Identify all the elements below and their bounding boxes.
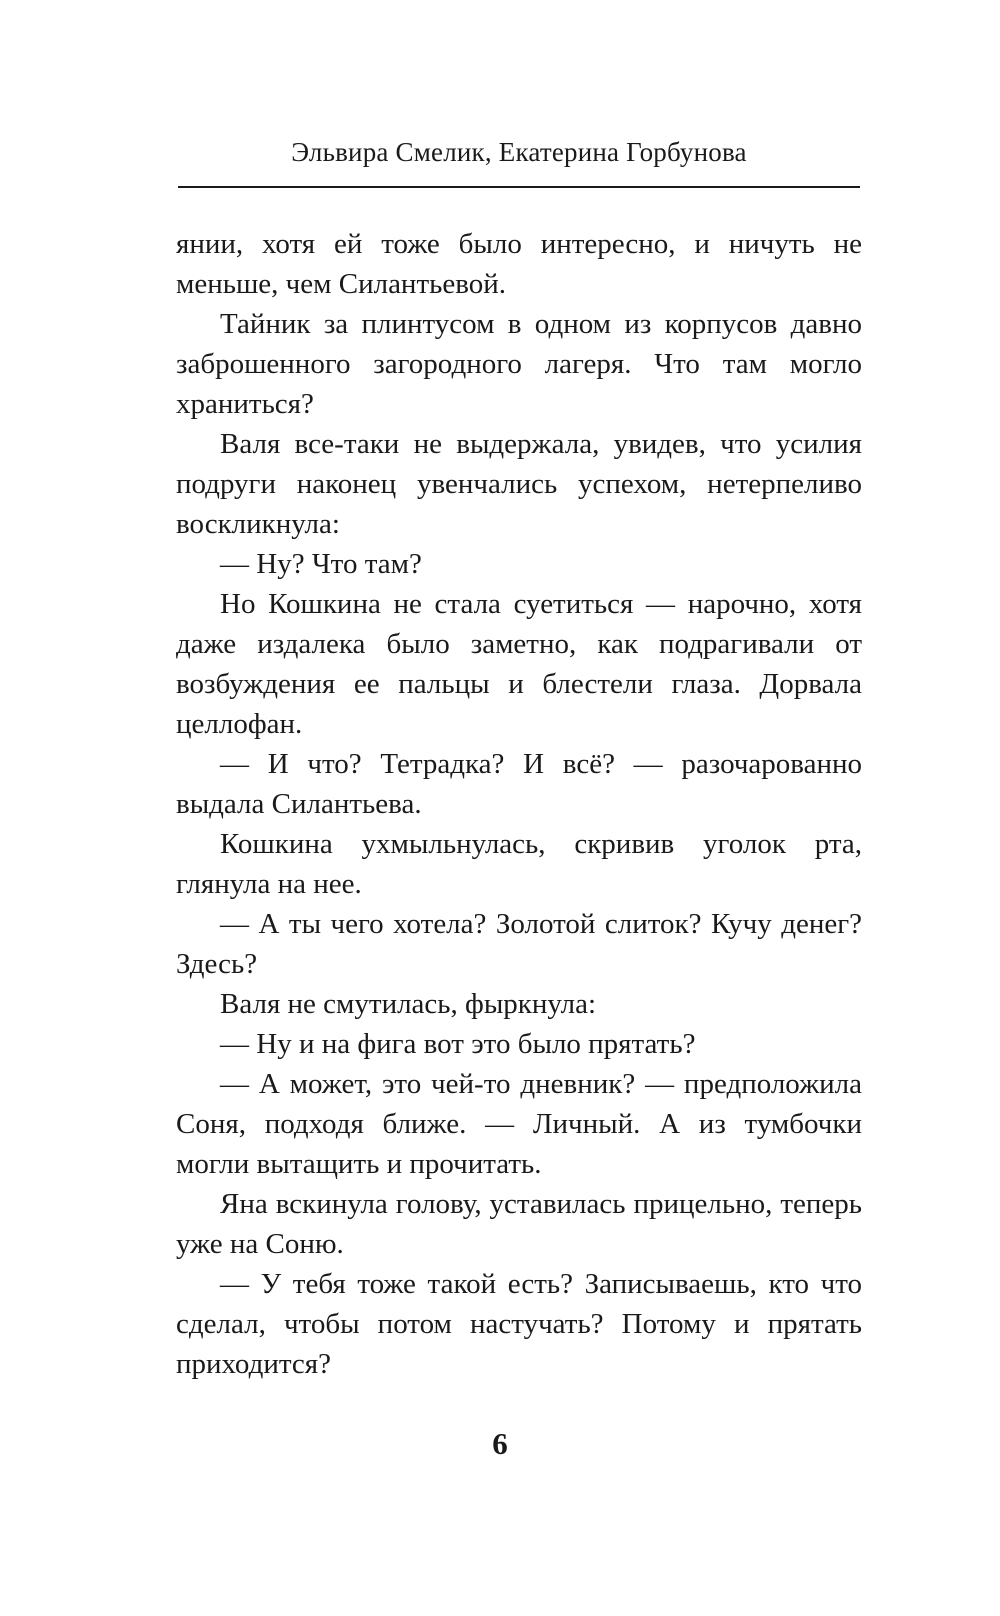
paragraph: Но Кошкина не стала суетиться — нарочно, хотя даже издалека было заметно, как подрагивали от возбуждения ее пальцы и блестели глаза. Дорвала целлофан. [176, 588, 862, 740]
body-text [176, 224, 862, 1384]
paragraph: Кошкина ухмыльнулась, скривив уголок рта, глянула на нее. [176, 828, 862, 900]
paragraph: — У тебя тоже такой есть? Записываешь, кто что сделал, чтобы потом настучать? Потому и прятать приходится? [176, 1268, 862, 1380]
paragraph: Валя не смутилась, фыркнула: [220, 988, 597, 1020]
paragraph: — А может, это чей-то дневник? — предположила Соня, подходя ближе. — Личный. А из тумбочки могли вытащить и прочитать. [176, 1068, 862, 1180]
paragraph: Тайник за плинтусом в одном из корпусов давно заброшенного загородного лагеря. Что там могло храниться? [176, 308, 862, 420]
header-rule [178, 186, 860, 188]
paragraph: Яна вскинула голову, уставилась прицельно, теперь уже на Соню. [176, 1188, 862, 1260]
paragraph: — Ну и на фига вот это было прятать? [220, 1028, 696, 1060]
running-head-authors: Эльвира Смелик, Екатерина Горбунова [291, 137, 747, 167]
paragraph: — И что? Тетрадка? И всё? — разочарованно выдала Силантьева. [176, 748, 862, 820]
page-number: 6 [492, 1426, 508, 1461]
paragraph: янии, хотя ей тоже было интересно, и ничуть не меньше, чем Силантьевой. [176, 228, 862, 300]
paragraph: — Ну? Что там? [220, 548, 422, 580]
paragraph: — А ты чего хотела? Золотой слиток? Кучу денег? Здесь? [176, 908, 862, 980]
paragraph: Валя все-таки не выдержала, увидев, что усилия подруги наконец увенчались успехом, нетерпеливо воскликнула: [176, 428, 862, 540]
